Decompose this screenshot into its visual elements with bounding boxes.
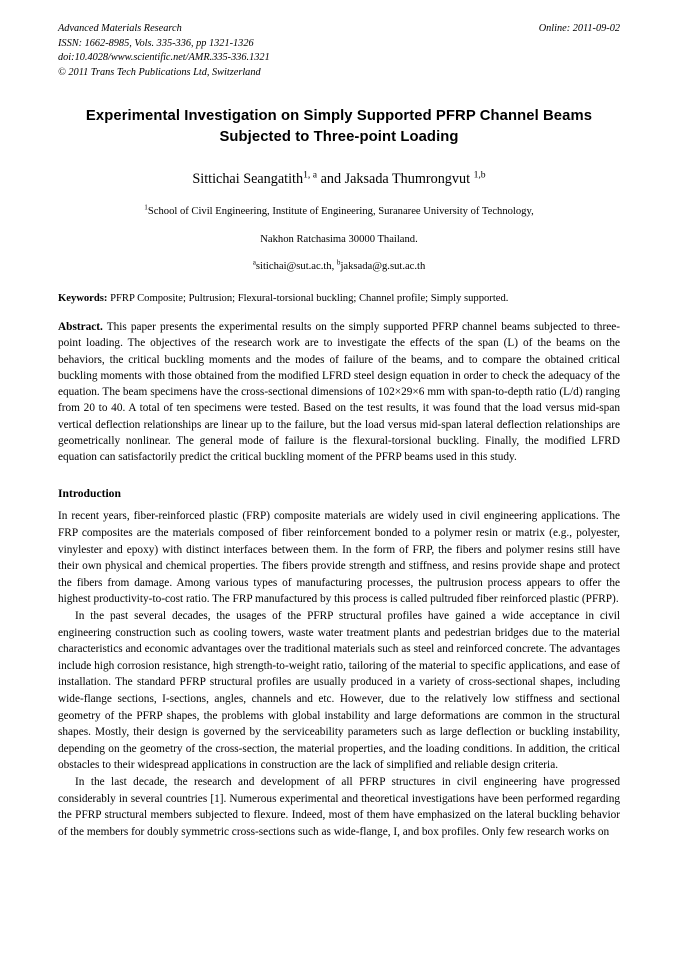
abstract-block xyxy=(58,319,620,465)
issn-volume-pages: ISSN: 1662-8985, Vols. 335-336, pp 1321-1326 xyxy=(58,37,254,49)
author-sup-1: 1, a xyxy=(303,169,318,181)
affiliation-line-2: Nakhon Ratchasima 30000 Thailand. xyxy=(260,233,418,245)
keywords-block xyxy=(58,291,620,307)
masthead xyxy=(58,22,620,80)
email-marker-a: a xyxy=(252,258,256,267)
affiliation-line-1: $^1$School of Civil Engineering, Institute of Engineering, Suranaree University of Technology, xyxy=(144,203,534,218)
keywords-label: Keywords: xyxy=(58,293,108,305)
affiliation-marker: 1 xyxy=(144,203,148,212)
journal-name: Advanced Materials Research xyxy=(58,23,182,34)
intro-paragraph-2: In the past several decades, the usages of the PFRP structural profiles have gained a wide acceptance in civil engineering construction such as cooling towers, waste water treatment plants and pedestrian bridges due to the material characteristics and economic advantages over the traditional materials such as steel and reinforced concrete. The advantages include high corrosion resistance, high strength-to-weight ratio, tailoring of the material to specific applications, and ease of installation. The standard PFRP structural profiles are usually produced in a variety of cross-sectional shapes, including wide-flange sections, I-sections, angles, channels and etc. However, due to the relatively low stiffness and sectional geometry of the PFRP shapes, the problems with global instability and large deformations are common in the structural shapes. Mostly, their design is governed by the serviceability parameters such as large deflection or buckling instability, depending on the geometry of the cross-section, the material properties, and the loading conditions. In addition, the critical obstacles to their widespread applications in construction are the lack of simplified and reliable design criteria. xyxy=(58,609,620,772)
online-date: Online: 2011-09-02 xyxy=(538,23,620,34)
affiliation xyxy=(58,204,620,248)
keywords-text: PFRP Composite; Pultrusion; Flexural-torsional buckling; Channel profile; Simply supported. xyxy=(110,293,509,305)
doi: doi:10.4028/www.scientific.net/AMR.335-336.1321 xyxy=(58,52,270,64)
author-emails: $^a$sitichai@sut.ac.th, $^b$jaksada@g.sut.ac.th xyxy=(252,258,426,273)
email-marker-b: b xyxy=(336,258,341,267)
copyright: © 2011 Trans Tech Publications Ltd, Switzerland xyxy=(58,66,261,78)
abstract-label: Abstract. xyxy=(58,321,103,334)
abstract-text: This paper presents the experimental results on the simply supported PFRP channel beams subjected to three-point loading. The objectives of the research work are to investigate the effects of the span (L) of the beams on the behaviors, the critical buckling moments and the modes of failure of the beams, and to compare the obtained critical buckling moments with those obtained from the modified LFRD steel design equation in order to check the adequacy of the equation. The beam specimens have the cross-sectional dimensions of 102×29×6 mm with span-to-depth ratio (L/d) ranging from 20 to 40. A total of ten specimens were tested. Based on the test results, it was found that the load versus mid-span vertical deflection relationships are linear up to the failure, but the load versus mid-span lateral deflection relationships are geometrically nonlinear. The general mode of failure is the flexural-torsional buckling. Finally, the modified LFRD equation can satisfactorily predict the critical buckling moment of the PFRP beams used in this study. xyxy=(58,321,620,464)
author-list: Sittichai Seangatith$^{1, a}$ and Jaksada Thumrongvut $^{1,b}$ xyxy=(192,169,486,188)
section-heading-introduction: Introduction xyxy=(58,487,121,501)
intro-paragraph-1: In recent years, fiber-reinforced plastic (FRP) composite materials are widely used in civil engineering applications. The FRP composites are the materials composed of fiber reinforcement bonded to a polymer resin or matrix (e.g., polyester, vinylester and epoxy) with distinct interfaces between them. In the form of FRP, the fibers and polymer resins still have their own physical and chemical properties. The fibers provide strength and stiffness, and resins provide shape and protect the fibers from damage. Among various types of manufacturing processes, the pultrusion process appears to offer the highest productivity-to-cost ratio. The FRP manufactured by this process is called pultruded fiber reinforced plastic (PFRP). xyxy=(58,510,620,606)
intro-paragraph-3: In the last decade, the research and development of all PFRP structures in civil engineering have progressed considerably in several countries [1]. Numerous experimental and theoretical investigations have been performed regarding the PFRP structural members subjected to flexure. Indeed, most of them have emphasized on the lateral buckling behavior of the members for doubly symmetric cross-sections such as wide-flange, I, and box profiles. Only few research works on xyxy=(58,775,620,838)
page-title: Experimental Investigation on Simply Supported PFRP Channel Beams Subjected to Three-point Loading xyxy=(85,108,593,146)
author-sup-2: 1,b xyxy=(473,169,486,181)
